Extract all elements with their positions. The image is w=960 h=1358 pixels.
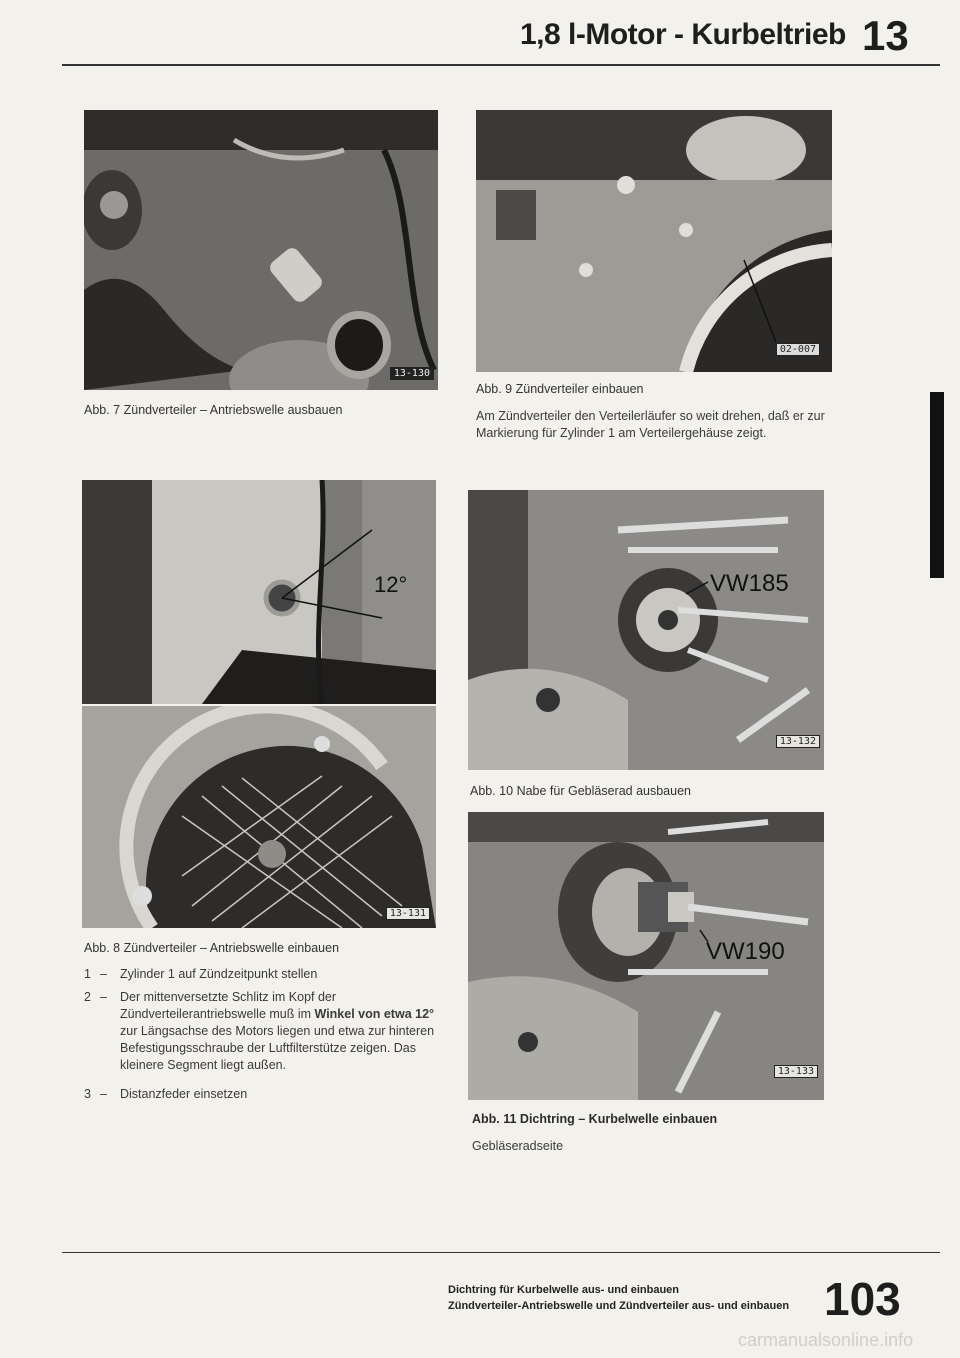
tool-label-vw190: VW190 (706, 938, 785, 965)
caption-abb9: Abb. 9 Zündverteiler einbauen (476, 382, 644, 396)
header-rule (62, 64, 940, 66)
footer-line-1: Dichtring für Kurbelwelle aus- und einbauen (448, 1284, 680, 1296)
page-number: 103 (824, 1273, 901, 1325)
step-1: 1 – Zylinder 1 auf Zündzeitpunkt stellen (84, 967, 318, 981)
footer-rule (62, 1252, 940, 1253)
photo-code-abb10: 13-132 (776, 735, 820, 748)
step-2: 2 – Der mittenversetzte Schlitz im Kopf der Zündverteilerantriebswelle muß im Winkel von etwa 12° zur Längsachse des Motors liegen und etwa zur hinteren Befestigungsschraube der Luftfilterstütze zeigen. Das kleinere Segment liegt außen. (84, 990, 435, 1072)
footer-line-2: Zündverteiler-Antriebswelle und Zündverteiler aus- und einbauen (448, 1300, 790, 1312)
watermark: carmanualsonline.info (738, 1330, 914, 1350)
page-header-title: 1,8 l-Motor - Kurbeltrieb (520, 18, 846, 51)
photo-code-abb11: 13-133 (774, 1065, 818, 1078)
photo-abb10 (468, 490, 824, 770)
caption-abb7: Abb. 7 Zündverteiler – Antriebswelle ausbauen (84, 403, 343, 417)
side-tab-marker (930, 392, 944, 578)
photo-code-abb7: 13-130 (390, 367, 434, 380)
photo-abb11 (468, 812, 824, 1100)
abb11-subtext: Gebläseradseite (472, 1139, 564, 1153)
chapter-number: 13 (862, 12, 909, 59)
caption-abb8: Abb. 8 Zündverteiler – Antriebswelle einbauen (84, 941, 340, 955)
photo-code-abb8: 13-131 (386, 907, 430, 920)
photo-abb8-top (82, 480, 436, 704)
angle-label: 12° (374, 572, 408, 597)
photo-code-abb9: 02-007 (776, 343, 820, 356)
step-3: 3 – Distanzfeder einsetzen (84, 1087, 248, 1101)
abb9-body-text: Am Zündverteiler den Verteilerläufer so weit drehen, daß er zur Markierung für Zylinder 1 am Verteilergehäuse zeigt. (476, 409, 825, 440)
caption-abb10: Abb. 10 Nabe für Gebläserad ausbauen (470, 784, 691, 798)
photo-abb7 (84, 110, 438, 390)
caption-abb11: Abb. 11 Dichtring – Kurbelwelle einbauen (472, 1112, 718, 1126)
photo-abb9 (476, 110, 832, 372)
tool-label-vw185: VW185 (710, 570, 789, 597)
photo-abb8-bottom (82, 706, 436, 928)
